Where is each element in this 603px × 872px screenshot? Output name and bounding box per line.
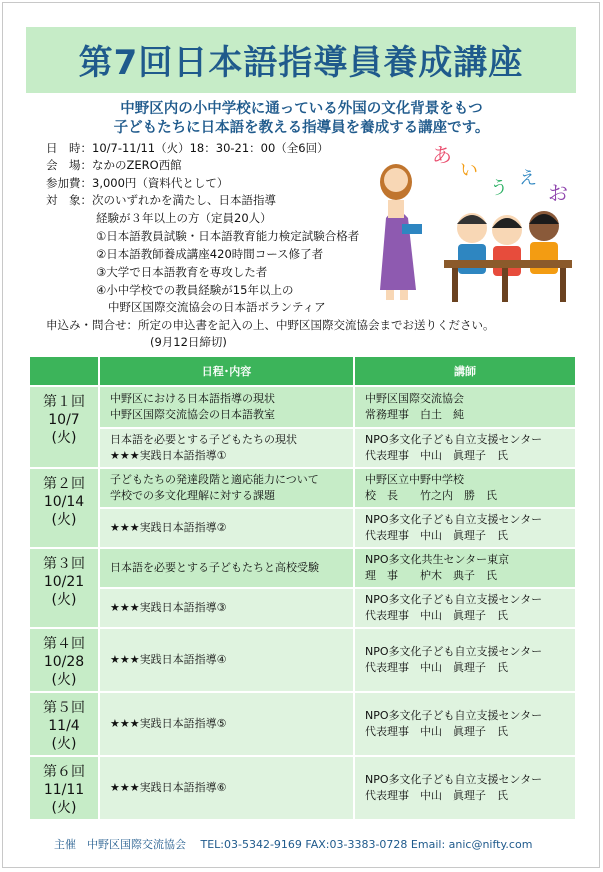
info-target xyxy=(46,192,276,209)
teacher-children-illustration xyxy=(372,140,577,305)
condition-4: ④小中学校での教員経験が15年以上の xyxy=(96,283,294,297)
session-1: 第１回 10/7 (火) xyxy=(29,386,99,468)
info-date xyxy=(46,140,329,157)
condition-2: ②日本語教師養成講座420時間コース修了者 xyxy=(96,247,324,261)
header-lecturer: 講師 xyxy=(354,356,576,386)
apply-info: 申込み・問合せ：所定の申込書を記入の上、中野区国際交流協会までお送りください。 xyxy=(46,318,495,332)
desks xyxy=(444,260,572,302)
venue-value: なかのZERO西館 xyxy=(92,158,182,172)
session-6-content: ★★★実践日本語指導⑥ xyxy=(99,756,354,820)
footer-contact: 主催 中野区国際交流協会 TEL:03-5342-9169 FAX:03-3383-0728 Email: anic@nifty.com xyxy=(54,838,533,851)
target-value: 次のいずれかを満たし、日本語指導 xyxy=(92,193,276,207)
subtitle-line-1: 中野区内の小中学校に通っている外国の文化背景をもつ xyxy=(120,101,483,117)
session-2-content-b: ★★★実践日本語指導② xyxy=(99,508,354,548)
fee-value: 3,000円（資料代として） xyxy=(92,176,229,190)
session-3-lecturer-b: NPO多文化子ども自立支援センター 代表理事 中山 眞理子 氏 xyxy=(354,588,576,628)
char-i: い xyxy=(460,160,478,181)
session-2-lecturer-b: NPO多文化子ども自立支援センター 代表理事 中山 眞理子 氏 xyxy=(354,508,576,548)
deadline: (9月12日締切) xyxy=(150,335,227,349)
venue-label: 会 場： xyxy=(46,158,92,172)
target-label: 対 象： xyxy=(46,193,92,207)
teacher xyxy=(380,164,422,300)
session-1-content-b: 日本語を必要とする子どもたちの現状 ★★★実践日本語指導① xyxy=(99,428,354,468)
info-venue xyxy=(46,157,182,174)
session-3: 第３回 10/21 (火) xyxy=(29,548,99,628)
session-1-lecturer-a: 中野区国際交流協会 常務理事 白土 純 xyxy=(354,386,576,428)
session-4-content: ★★★実践日本語指導④ xyxy=(99,628,354,692)
session-2-lecturer-a: 中野区立中野中学校 校 長 竹之内 勝 氏 xyxy=(354,468,576,508)
session-5: 第５回 11/4 (火) xyxy=(29,692,99,756)
session-1-content-a: 中野区における日本語指導の現状 中野区国際交流協会の日本語教室 xyxy=(99,386,354,428)
fee-label: 参加費： xyxy=(46,176,92,190)
session-5-content: ★★★実践日本語指導⑤ xyxy=(99,692,354,756)
session-6: 第６回 11/11 (火) xyxy=(29,756,99,820)
schedule-table xyxy=(28,355,577,821)
char-u: う xyxy=(490,178,508,199)
session-6-lecturer: NPO多文化子ども自立支援センター 代表理事 中山 眞理子 氏 xyxy=(354,756,576,820)
condition-4-cont: 中野区国際交流協会の日本語ボランティア xyxy=(108,300,326,314)
info-fee xyxy=(46,175,228,192)
session-2-content-a: 子どもたちの発達段階と適応能力について 学校での多文化理解に対する課題 xyxy=(99,468,354,508)
subtitle-line-2: 子どもたちに日本語を教える指導員を養成する講座です。 xyxy=(113,120,490,136)
session-2: 第２回 10/14 (火) xyxy=(29,468,99,548)
session-3-lecturer-a: NPO多文化共生センター東京 理 事 枦木 典子 氏 xyxy=(354,548,576,588)
session-4-lecturer: NPO多文化子ども自立支援センター 代表理事 中山 眞理子 氏 xyxy=(354,628,576,692)
header-empty xyxy=(29,356,99,386)
char-a: あ xyxy=(432,143,452,167)
title-band xyxy=(26,27,576,93)
condition-1: ①日本語教員試験・日本語教育能力検定試験合格者 xyxy=(96,229,360,243)
header-schedule: 日程･内容 xyxy=(99,356,354,386)
date-value: 10/7-11/11（火）18：30-21：00（全6回） xyxy=(92,141,329,155)
session-1-lecturer-b: NPO多文化子ども自立支援センター 代表理事 中山 眞理子 氏 xyxy=(354,428,576,468)
char-e: え xyxy=(519,168,537,189)
session-3-content-a: 日本語を必要とする子どもたちと高校受験 xyxy=(99,548,354,588)
condition-3: ③大学で日本語教育を専攻した者 xyxy=(96,265,268,279)
char-o: お xyxy=(548,181,568,205)
session-3-content-b: ★★★実践日本語指導③ xyxy=(99,588,354,628)
page-title: 第7回日本語指導員養成講座 xyxy=(78,43,524,83)
session-5-lecturer: NPO多文化子ども自立支援センター 代表理事 中山 眞理子 氏 xyxy=(354,692,576,756)
session-4: 第４回 10/28 (火) xyxy=(29,628,99,692)
date-label: 日 時： xyxy=(46,141,92,155)
target-line-2: 経験が３年以上の方（定員20人） xyxy=(96,211,272,225)
